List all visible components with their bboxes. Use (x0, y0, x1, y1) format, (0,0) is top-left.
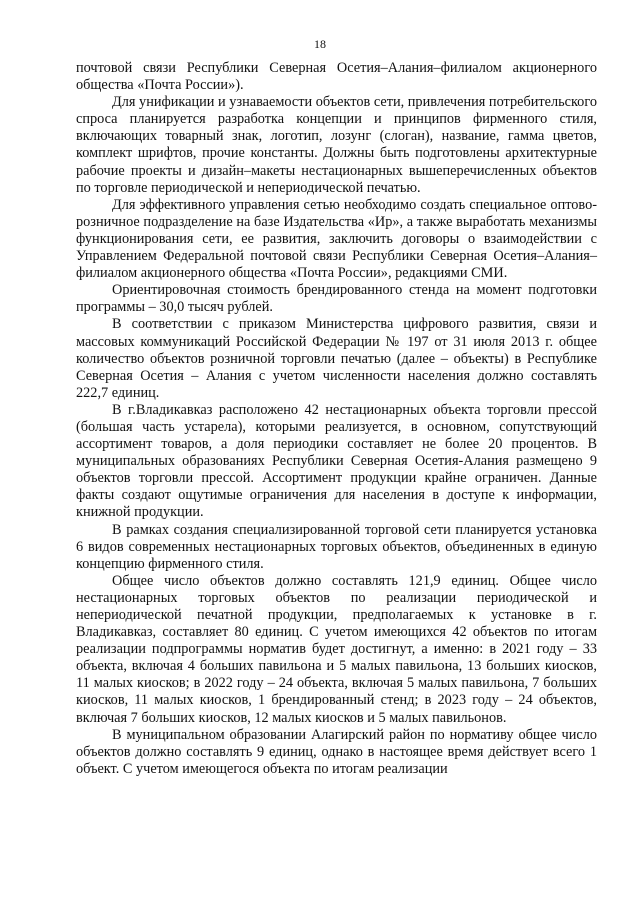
paragraph-6: В г.Владикавказ расположено 42 нестационарных объекта торговли прессой (большая часть устарела), которыми реализуется, в основном, сопутствующий ассортимент товаров, а доля периодики составляет не более 20 процентов. В муниципальных образованиях Республики Северная Осетия-Алания размещено 9 объектов торговли прессой. Ассортимент продукции крайне ограничен. Данные факты создают ощутимые ограничения для населения в доступе к информации, книжной продукции. (76, 401, 597, 521)
paragraph-5: В соответствии с приказом Министерства цифрового развития, связи и массовых коммуникаций Российской Федерации № 197 от 31 июля 2013 г. общее количество объектов розничной торговли печатью (далее – объекты) в Республике Северная Осетия – Алания с учетом численности населения должно составлять 222,7 единиц. (76, 316, 597, 401)
paragraph-4: Ориентировочная стоимость брендированного стенда на момент подготовки программы – 30,0 тысяч рублей. (76, 282, 597, 316)
paragraph-7: В рамках создания специализированной торговой сети планируется установка 6 видов современных нестационарных торговых объектов, объединенных в единую концепцию фирменного стиля. (76, 521, 597, 572)
paragraph-9: В муниципальном образовании Алагирский район по нормативу общее число объектов должно составлять 9 единиц, однако в настоящее время действует всего 1 объект. С учетом имеющегося объекта по итогам реализации (76, 726, 597, 777)
paragraph-1: почтовой связи Республики Северная Осетия–Алания–филиалом акционерного общества «Почта России»). (76, 60, 597, 94)
paragraph-2: Для унификации и узнаваемости объектов сети, привлечения потребительского спроса планируется разработка концепции и принципов фирменного стиля, включающих товарный знак, логотип, лозунг (слоган), название, гамма цветов, комплект шрифтов, прочие константы. Должны быть подготовлены архитектурные рабочие проекты и дизайн–макеты нестационарных вышеперечисленных объектов по торговле периодической и непериодической печатью. (76, 94, 597, 196)
page-number: 18 (314, 37, 326, 51)
paragraph-3: Для эффективного управления сетью необходимо создать специальное оптово-розничное подразделение на базе Издательства «Ир», а также выработать механизмы функционирования сети, ее развития, заключить договоры о взаимодействии с Управлением Федеральной почтовой связи Республики Северная Осетия–Алания–филиалом акционерного общества «Почта России», редакциями СМИ. (76, 196, 597, 282)
body-text (76, 60, 597, 778)
paragraph-8: Общее число объектов должно составлять 121,9 единиц. Общее число нестационарных торговых объектов по реализации периодической и непериодической печатной продукции, предполагаемых к установке в г. Владикавказ, составляет 80 единиц. С учетом имеющихся 42 объектов по итогам реализации подпрограммы норматив будет достигнут, а именно: в 2021 году – 33 объекта, включая 4 больших павильона и 5 малых павильона, 13 больших киосков, 11 малых киосков; в 2022 году – 24 объекта, включая 5 малых павильона, 7 больших киосков, 11 малых киосков, 1 брендированный стенд; в 2023 году – 24 объектов, включая 7 больших киосков, 12 малых киосков и 5 малых павильонов. (76, 572, 597, 726)
